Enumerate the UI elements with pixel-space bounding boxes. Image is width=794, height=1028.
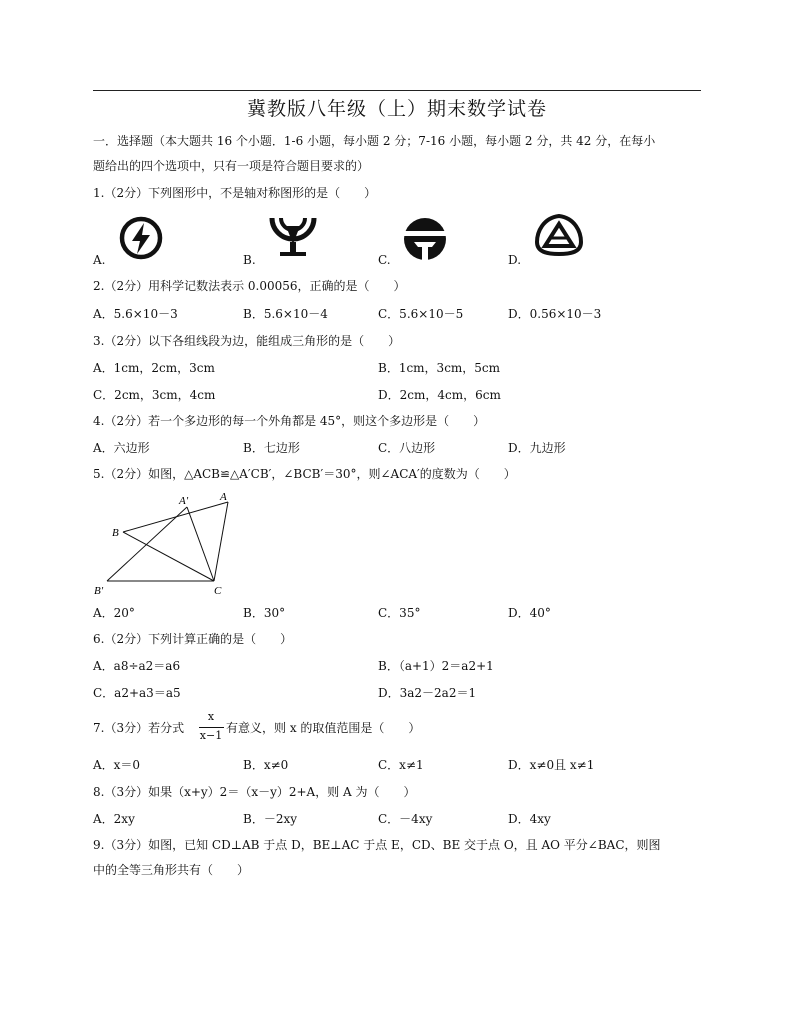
q6-stem: 6.（2分）下列计算正确的是（ ） <box>93 632 293 646</box>
q2-stem: 2.（2分）用科学记数法表示 0.00056，正确的是（ ） <box>93 279 406 293</box>
q2-option-c: C．5.6×10－5 <box>378 307 464 321</box>
q5-option-b: B．30° <box>243 606 286 620</box>
triangle-figure <box>90 488 240 598</box>
q1-option-d: D. <box>508 253 522 267</box>
q9-stem-line2: 中的全等三角形共有（ ） <box>93 863 250 877</box>
q8-option-c: C．－4xy <box>378 812 433 826</box>
label-a-prime: A′ <box>179 495 189 507</box>
q8-option-b: B．－2xy <box>243 812 298 826</box>
q7-stem-post: 有意义，则 x 的取值范围是（ ） <box>226 721 421 735</box>
q8-stem: 8.（3分）如果（x+y）2＝（x－y）2+A，则 A 为（ ） <box>93 785 416 799</box>
q1-option-b: B. <box>243 253 256 267</box>
q3-option-d: D．2cm，4cm，6cm <box>378 388 501 402</box>
q8-option-a: A．2xy <box>93 812 135 826</box>
q3-option-a: A．1cm，2cm，3cm <box>93 361 215 375</box>
q2-option-a: A．5.6×10－3 <box>93 307 178 321</box>
q6-option-d: D．3a2－2a2＝1 <box>378 686 477 700</box>
triangle-star-icon <box>533 212 585 258</box>
q2-option-d: D．0.56×10－3 <box>508 307 602 321</box>
q6-option-b: B．（a+1）2＝a2+1 <box>378 659 494 673</box>
label-b: B <box>112 527 119 539</box>
q6-option-c: C．a2+a3＝a5 <box>93 686 181 700</box>
q4-option-c: C．八边形 <box>378 441 436 455</box>
q4-option-b: B．七边形 <box>243 441 300 455</box>
q7-fraction-denominator: x−1 <box>199 729 223 742</box>
q7-option-c: C．x≠1 <box>378 758 424 772</box>
circle-cup-icon <box>266 214 320 260</box>
section-heading-line2: 题给出的四个选项中，只有一项是符合题目要求的） <box>93 159 370 173</box>
page-title: 冀教版八年级（上）期末数学试卷 <box>246 98 547 120</box>
q3-stem: 3.（2分）以下各组线段为边，能组成三角形的是（ ） <box>93 334 401 348</box>
q7-option-d: D．x≠0且 x≠1 <box>508 758 595 772</box>
q1-option-a: A. <box>93 253 106 267</box>
q6-option-a: A．a8÷a2＝a6 <box>93 659 181 673</box>
q4-option-a: A．六边形 <box>93 441 150 455</box>
q8-option-d: D．4xy <box>508 812 551 826</box>
q2-option-b: B．5.6×10－4 <box>243 307 328 321</box>
q5-option-d: D．40° <box>508 606 551 620</box>
q4-option-d: D．九边形 <box>508 441 566 455</box>
lightning-circle-icon <box>117 214 165 262</box>
q1-option-c: C. <box>378 253 391 267</box>
umbrella-circle-icon <box>400 214 450 264</box>
q7-option-b: B．x≠0 <box>243 758 289 772</box>
q3-option-b: B．1cm，3cm，5cm <box>378 361 501 375</box>
q7-stem-pre: 7.（3分）若分式 <box>93 721 185 735</box>
q7-fraction-bar <box>199 727 224 728</box>
q1-stem: 1.（2分）下列图形中，不是轴对称图形的是（ ） <box>93 186 377 200</box>
q5-stem: 5.（2分）如图，△ACB≌△A′CB′，∠BCB′＝30°，则∠ACA′的度数为（ ） <box>93 467 516 481</box>
q3-option-c: C．2cm，3cm，4cm <box>93 388 216 402</box>
top-rule <box>93 90 701 91</box>
section-heading-line1: 一．选择题（本大题共 16 个小题．1-6 小题，每小题 2 分；7-16 小题，每小题 2 分，共 42 分，在每小 <box>93 134 656 148</box>
label-a: A <box>220 491 227 503</box>
q7-fraction-numerator: x <box>207 710 215 723</box>
q9-stem-line1: 9.（3分）如图，已知 CD⊥AB 于点 D，BE⊥AC 于点 E，CD、BE 交于点 O，且 AO 平分∠BAC，则图 <box>93 838 661 852</box>
label-c: C <box>214 585 222 597</box>
label-b-prime: B′ <box>94 585 104 597</box>
q5-option-a: A．20° <box>93 606 135 620</box>
q4-stem: 4.（2分）若一个多边形的每一个外角都是 45°，则这个多边形是（ ） <box>93 414 486 428</box>
q7-option-a: A．x＝0 <box>93 758 141 772</box>
q5-option-c: C．35° <box>378 606 421 620</box>
